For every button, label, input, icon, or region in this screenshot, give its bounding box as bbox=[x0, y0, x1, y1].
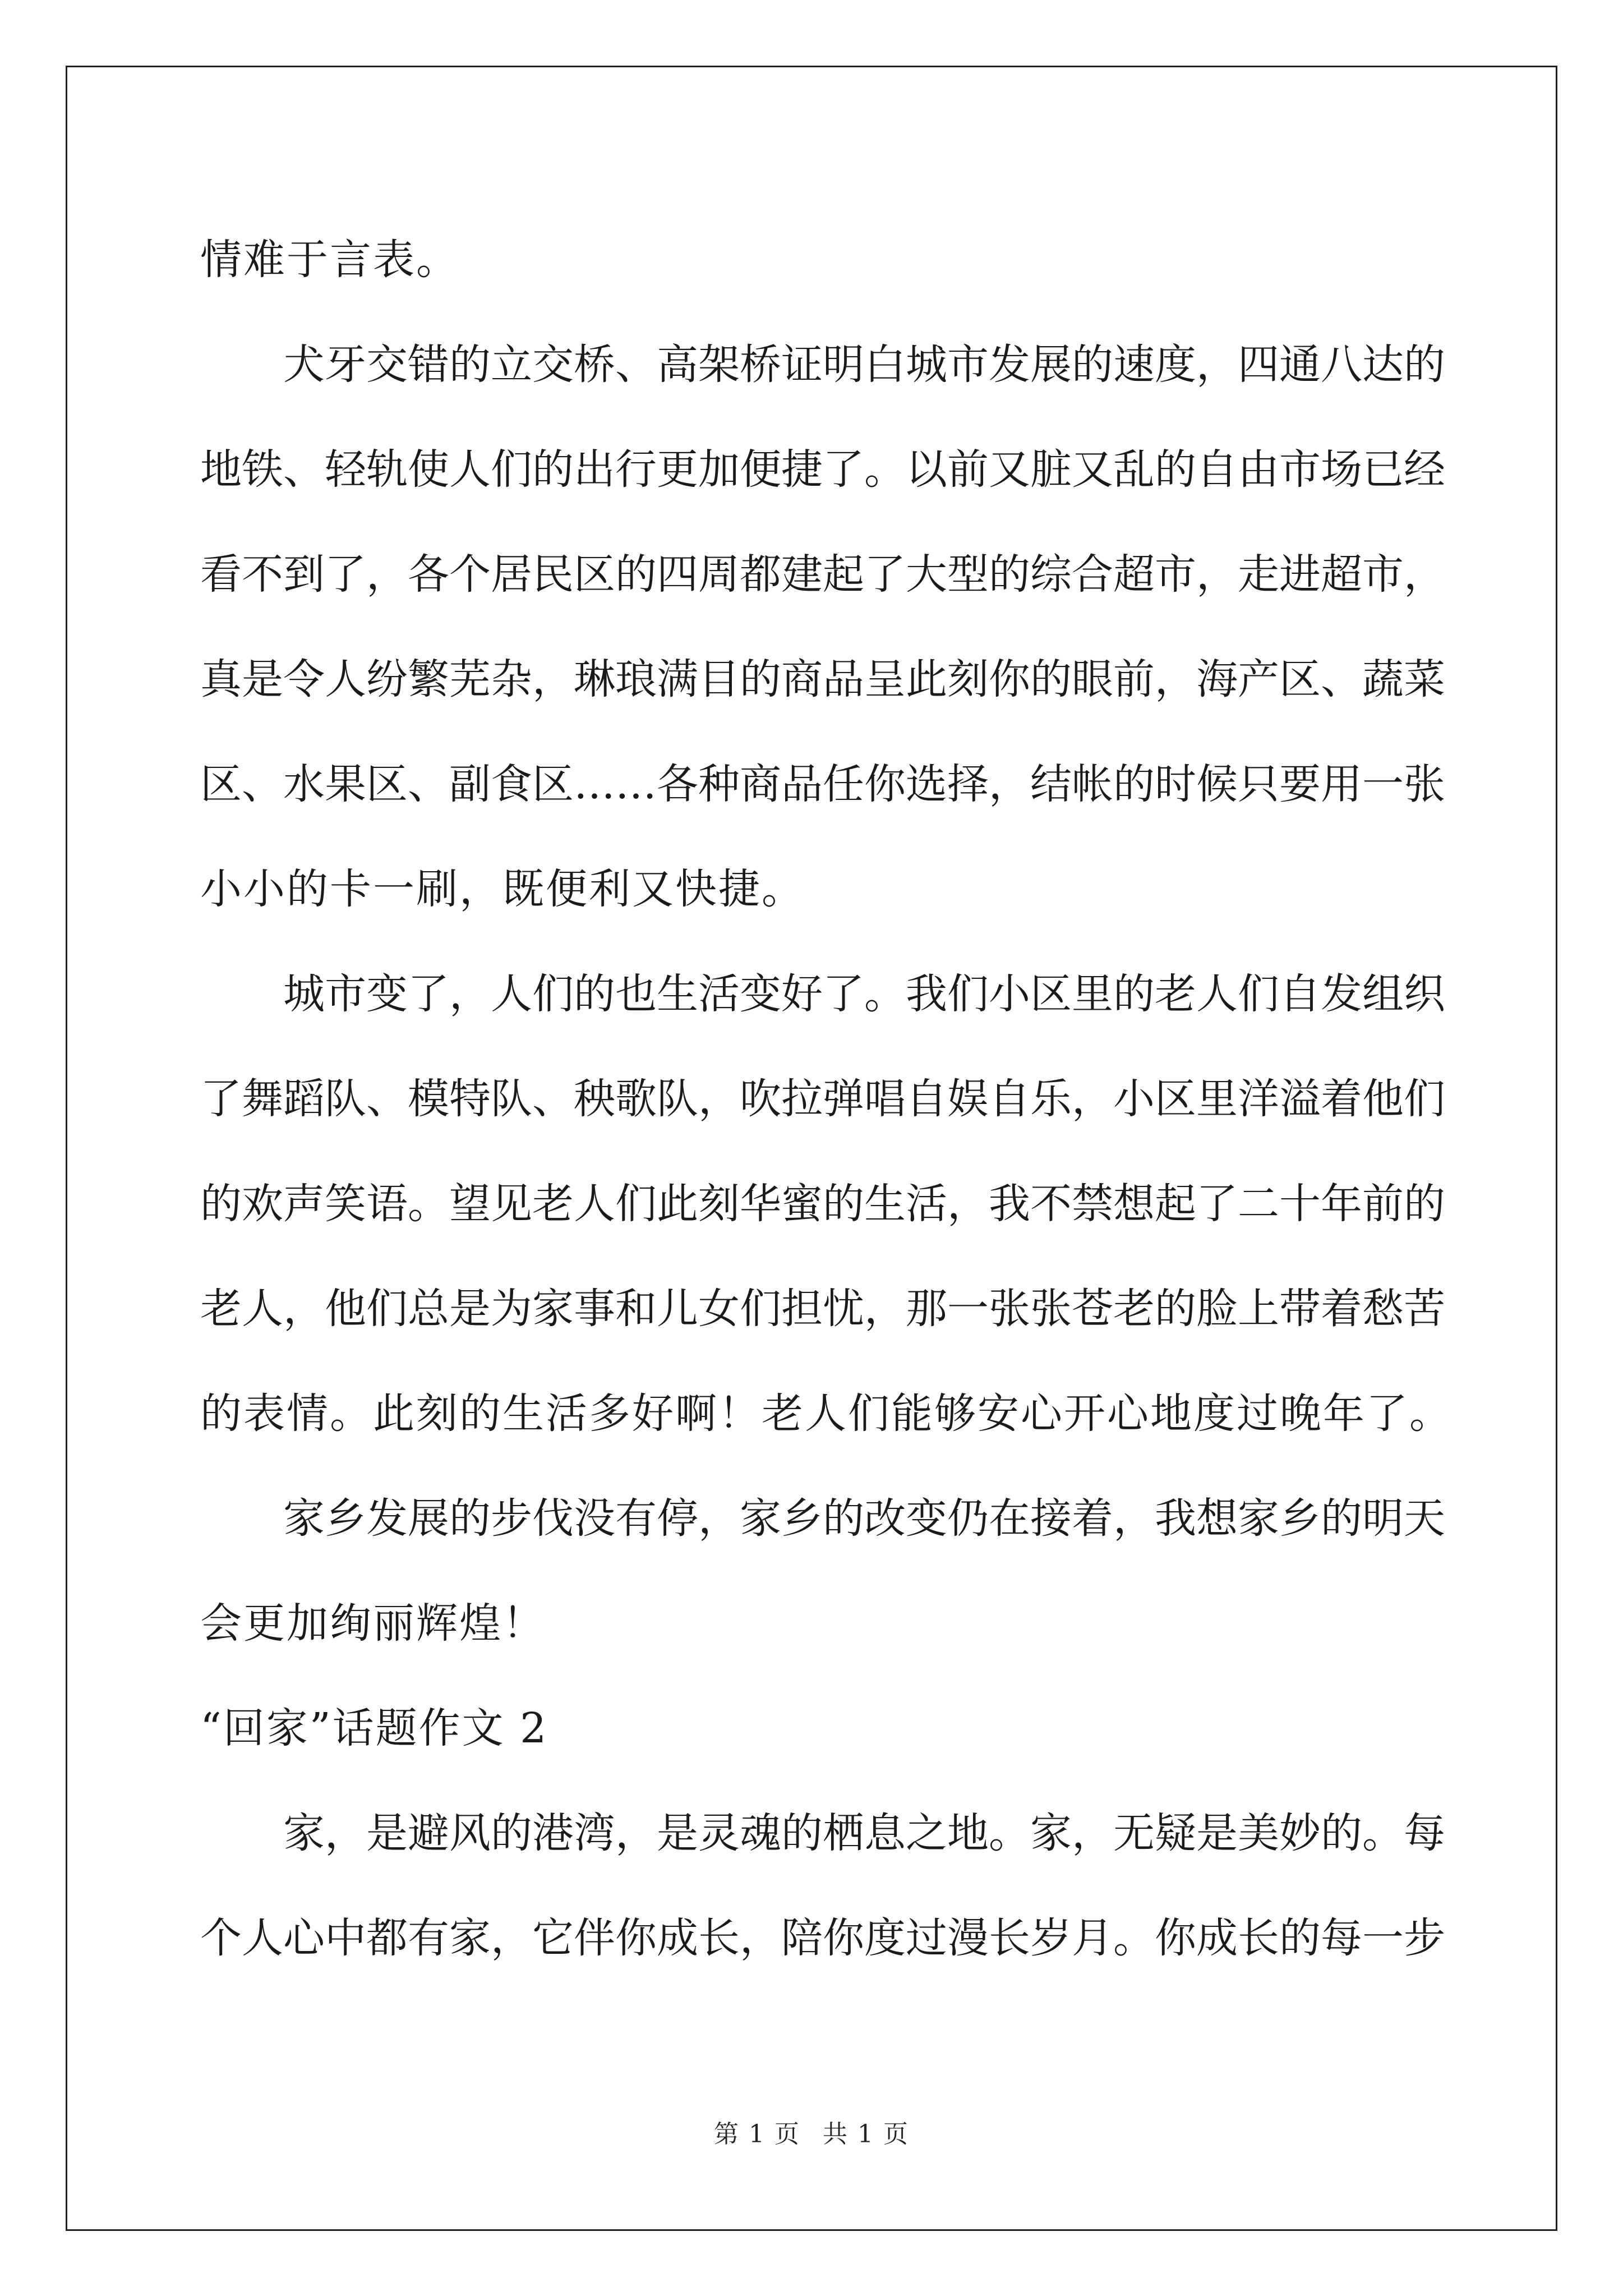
text-line: 看不到了，各个居民区的四周都建起了大型的综合超市，走进超市， bbox=[200, 550, 1445, 599]
text-line: 家乡发展的步伐没有停，家乡的改变仍在接着，我想家乡的明天 bbox=[283, 1494, 1445, 1543]
page-number: 第 1 页 bbox=[714, 2120, 800, 2148]
text-line: 地铁、轻轨使人们的出行更加便捷了。以前又脏又乱的自由市场已经 bbox=[200, 445, 1445, 494]
text-line: 的表情。此刻的生活多好啊！老人们能够安心开心地度过晚年了。 bbox=[200, 1389, 1453, 1438]
section-heading: “回家”话题作文 2 bbox=[200, 1704, 548, 1752]
text-line: 家，是避风的港湾，是灵魂的栖息之地。家，无疑是美妙的。每 bbox=[283, 1809, 1445, 1857]
text-line: 老人，他们总是为家事和儿女们担忧，那一张张苍老的脸上带着愁苦 bbox=[200, 1285, 1445, 1333]
text-line: 会更加绚丽辉煌！ bbox=[200, 1599, 546, 1648]
text-line: 城市变了，人们的也生活变好了。我们小区里的老人们自发组织 bbox=[283, 970, 1445, 1018]
page-total: 共 1 页 bbox=[823, 2120, 909, 2148]
text-line: 犬牙交错的立交桥、高架桥证明白城市发展的速度，四通八达的 bbox=[283, 341, 1445, 389]
text-line: 个人心中都有家，它伴你成长，陪你度过漫长岁月。你成长的每一步 bbox=[200, 1914, 1445, 1962]
page-footer bbox=[0, 2118, 1623, 2151]
text-line: 真是令人纷繁芜杂，琳琅满目的商品呈此刻你的眼前，海产区、蔬菜 bbox=[200, 655, 1445, 703]
document-body bbox=[200, 208, 1453, 1991]
text-line: 小小的卡一刷，既便利又快捷。 bbox=[200, 865, 805, 913]
text-line: 了舞蹈队、模特队、秧歌队，吹拉弹唱自娱自乐，小区里洋溢着他们 bbox=[200, 1075, 1445, 1123]
text-line: 的欢声笑语。望见老人们此刻华蜜的生活，我不禁想起了二十年前的 bbox=[200, 1180, 1445, 1228]
text-line: 区、水果区、副食区……各种商品任你选择，结帐的时候只要用一张 bbox=[200, 760, 1445, 808]
text-line: 情难于言表。 bbox=[200, 236, 459, 284]
